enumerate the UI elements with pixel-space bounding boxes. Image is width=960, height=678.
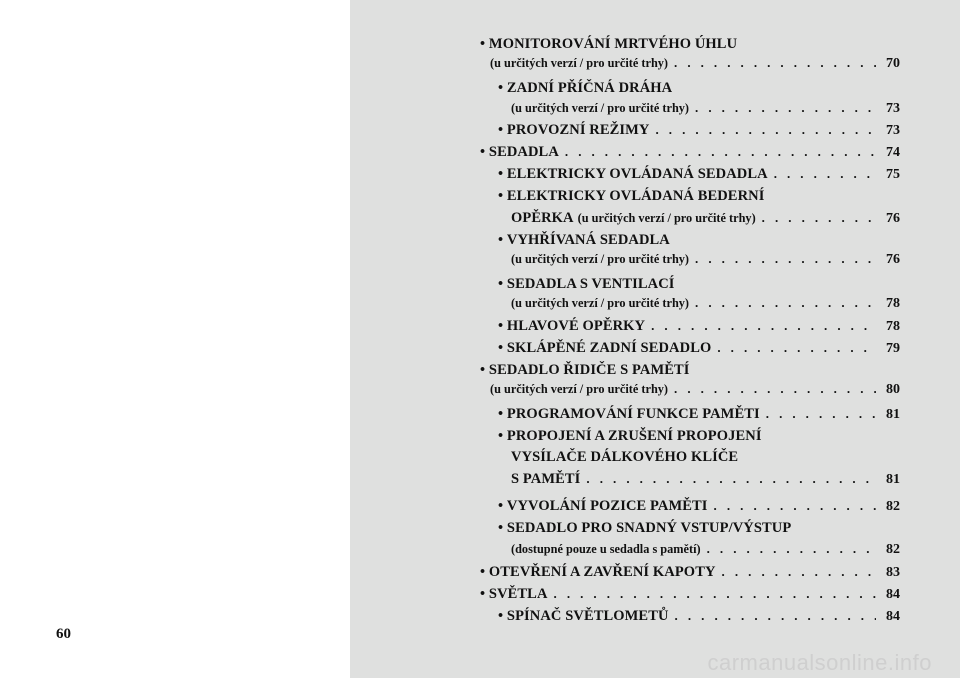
toc-title: S PAMĚTÍ (511, 471, 581, 487)
toc-line (480, 144, 900, 161)
toc-line (498, 210, 900, 227)
dot-leader (554, 586, 876, 602)
toc-line (498, 166, 900, 183)
bullet-icon: • (498, 276, 507, 292)
toc-qualifier: (dostupné pouze u sedadla s pamětí) (511, 542, 701, 556)
toc-title: ZADNÍ PŘÍČNÁ DRÁHA (506, 80, 673, 96)
toc-title: HLAVOVÉ OPĚRKY (506, 318, 646, 334)
toc-page-number: 84 (886, 587, 900, 602)
toc-title: VYSÍLAČE DÁLKOVÉHO KLÍČE (511, 449, 739, 465)
bullet-icon: • (480, 564, 489, 580)
left-page (0, 0, 350, 678)
bullet-icon: • (498, 166, 507, 182)
bullet-icon: • (498, 340, 507, 356)
dot-leader (565, 144, 876, 160)
toc-line (498, 541, 900, 558)
toc-line (498, 498, 900, 515)
toc-title: OTEVŘENÍ A ZAVŘENÍ KAPOTY (488, 564, 716, 580)
dot-leader (675, 608, 876, 624)
toc-line (498, 276, 900, 293)
toc-title: PROVOZNÍ REŽIMY (506, 122, 650, 138)
toc-page-number: 73 (886, 101, 900, 116)
toc-title: SEDADLO PRO SNADNÝ VSTUP/VÝSTUP (506, 520, 792, 536)
toc-page-number: 78 (886, 296, 900, 311)
toc-line (498, 449, 900, 466)
toc-line (498, 406, 900, 423)
toc-line (498, 295, 900, 312)
toc-line (498, 122, 900, 139)
toc-page-number: 80 (886, 382, 900, 397)
dot-leader (766, 406, 876, 422)
toc-title: SEDADLA (488, 144, 559, 160)
toc-page-number: 79 (886, 341, 900, 356)
toc-title: OPĚRKA (511, 210, 574, 226)
dot-leader (695, 295, 876, 311)
dot-leader (674, 55, 876, 71)
toc-page-number: 74 (886, 145, 900, 160)
bullet-icon: • (480, 362, 489, 378)
toc-page-number: 78 (886, 319, 900, 334)
dot-leader (762, 210, 876, 226)
toc-line (480, 362, 900, 379)
toc-title: PROPOJENÍ A ZRUŠENÍ PROPOJENÍ (506, 428, 762, 444)
bullet-icon: • (498, 188, 507, 204)
bullet-icon: • (480, 144, 489, 160)
toc-line (498, 340, 900, 357)
toc-page-number: 82 (886, 499, 900, 514)
toc-title: ELEKTRICKY OVLÁDANÁ BEDERNÍ (506, 188, 765, 204)
toc-title: SPÍNAČ SVĚTLOMETŮ (506, 608, 669, 624)
toc-line (498, 608, 900, 625)
toc-title: SKLÁPĚNÉ ZADNÍ SEDADLO (506, 340, 712, 356)
dot-leader (714, 498, 876, 514)
toc-page-number: 75 (886, 167, 900, 182)
toc-page-number: 83 (886, 565, 900, 580)
toc-title: PROGRAMOVÁNÍ FUNKCE PAMĚTI (506, 406, 760, 422)
toc-title: VYVOLÁNÍ POZICE PAMĚTI (506, 498, 708, 514)
bullet-icon: • (498, 520, 507, 536)
toc-page-number: 73 (886, 123, 900, 138)
toc-line (480, 381, 900, 398)
bullet-icon: • (498, 498, 507, 514)
dot-leader (722, 564, 876, 580)
toc-title: SEDADLO ŘIDIČE S PAMĚTÍ (488, 362, 690, 378)
toc-page-number: 81 (886, 407, 900, 422)
toc-line (498, 520, 900, 537)
toc-title: MONITOROVÁNÍ MRTVÉHO ÚHLU (488, 36, 738, 52)
toc-qualifier: (u určitých verzí / pro určité trhy) (511, 252, 690, 266)
toc-qualifier: (u určitých verzí / pro určité trhy) (511, 296, 690, 310)
dot-leader (707, 541, 876, 557)
toc-line (498, 428, 900, 445)
toc-page-number: 84 (886, 609, 900, 624)
dot-leader (651, 318, 876, 334)
page-number: 60 (56, 626, 71, 642)
bullet-icon: • (498, 122, 507, 138)
toc-title: VYHŘÍVANÁ SEDADLA (506, 232, 670, 248)
bullet-icon: • (498, 406, 507, 422)
toc-line (498, 188, 900, 205)
toc-qualifier: (u určitých verzí / pro určité trhy) (511, 101, 690, 115)
toc-line (498, 232, 900, 249)
toc-qualifier: (u určitých verzí / pro určité trhy) (577, 211, 756, 225)
toc-page-number: 76 (886, 252, 900, 267)
toc-qualifier: (u určitých verzí / pro určité trhy) (490, 382, 669, 396)
toc-line (498, 100, 900, 117)
toc-page-number: 81 (886, 472, 900, 487)
toc-line (480, 36, 900, 53)
bullet-icon: • (498, 608, 507, 624)
toc-title: SEDADLA S VENTILACÍ (506, 276, 675, 292)
dot-leader (695, 100, 876, 116)
toc-qualifier: (u určitých verzí / pro určité trhy) (490, 56, 669, 70)
toc-page-number: 76 (886, 211, 900, 226)
toc-title: SVĚTLA (488, 586, 548, 602)
toc-line (480, 586, 900, 603)
toc-line (498, 471, 900, 488)
dot-leader (695, 251, 876, 267)
dot-leader (586, 471, 876, 487)
dot-leader (774, 166, 876, 182)
toc-title: ELEKTRICKY OVLÁDANÁ SEDADLA (506, 166, 768, 182)
toc-line (498, 80, 900, 97)
bullet-icon: • (498, 428, 507, 444)
bullet-icon: • (480, 586, 489, 602)
toc-line (480, 55, 900, 72)
toc-line (480, 564, 900, 581)
dot-leader (717, 340, 876, 356)
bullet-icon: • (498, 80, 507, 96)
bullet-icon: • (480, 36, 489, 52)
toc-page-number: 82 (886, 542, 900, 557)
watermark: carmanualsonline.info (707, 650, 932, 675)
toc-page-number: 70 (886, 56, 900, 71)
bullet-icon: • (498, 318, 507, 334)
toc-line (498, 251, 900, 268)
dot-leader (674, 381, 876, 397)
dot-leader (656, 122, 877, 138)
bullet-icon: • (498, 232, 507, 248)
toc-line (498, 318, 900, 335)
